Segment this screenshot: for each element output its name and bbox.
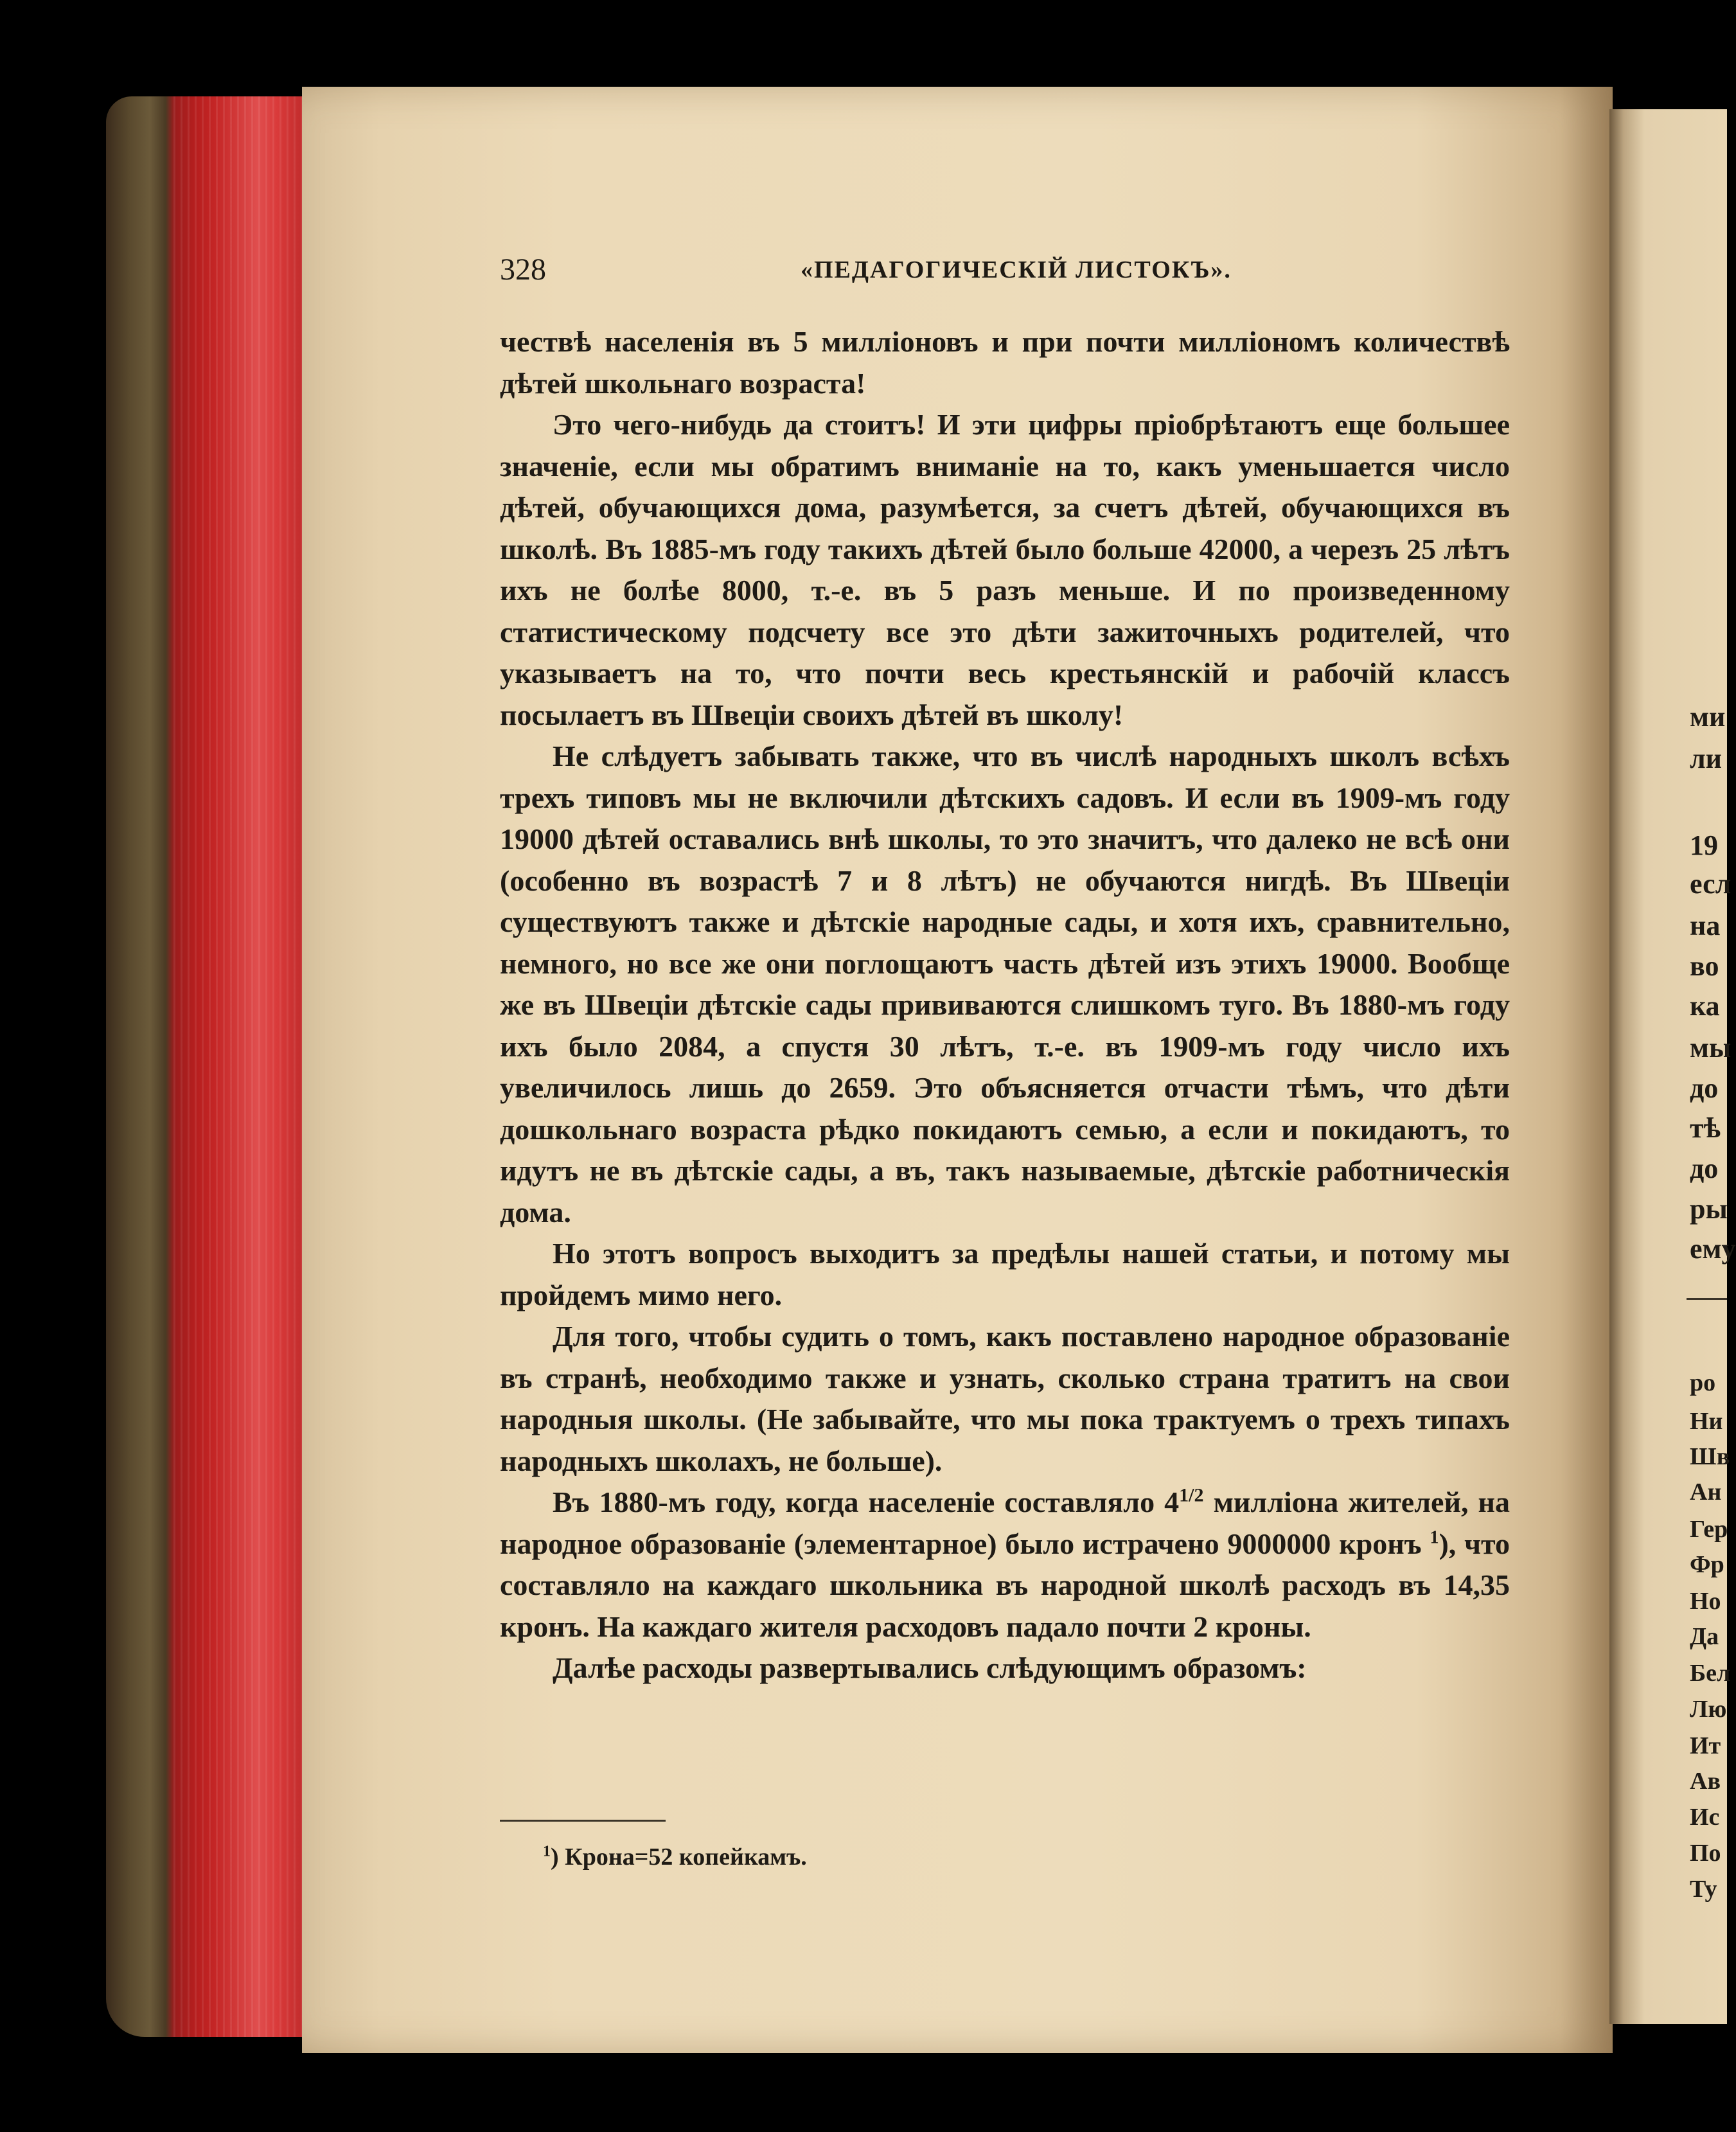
footnote xyxy=(543,1843,807,1871)
right-page-line: мы xyxy=(1690,1032,1732,1063)
text-run: ), что составляло на каждаго школьника въ народной школѣ расходъ въ 14,35 кронъ. На каждаго жителя расходовъ падало почти 2 кроны. xyxy=(500,1527,1510,1643)
right-page-line: Ан xyxy=(1690,1479,1722,1506)
paragraph: Далѣе расходы развертывались слѣдующимъ образомъ: xyxy=(553,1651,1307,1684)
right-page-line: тѣ xyxy=(1690,1112,1721,1144)
right-page-line: Шв xyxy=(1690,1443,1730,1470)
right-page-line: Ав xyxy=(1690,1768,1721,1795)
paragraph: Это чего-нибудь да стоитъ! И эти цифры пріобрѣтаютъ еще большее значеніе, если мы обратимъ вниманіе на то, какъ уменьшается число дѣтей, обучающихся дома, разумѣется, за счетъ дѣтей, обучающихся въ школѣ. Въ 1885-мъ году такихъ дѣтей было больше 42000, а черезъ 25 лѣтъ ихъ не болѣе 8000, т.-е. въ 5 разъ меньше. И по произведенному статистическому подсчету все это дѣти зажиточныхъ родителей, что указываетъ на то, что почти весь крестьянскій и рабочій классъ посылаетъ въ Швеціи своихъ дѣтей въ школу! xyxy=(500,408,1510,731)
right-page-line: Лю xyxy=(1690,1696,1727,1723)
right-page-line: до xyxy=(1690,1153,1719,1184)
right-page-line: Но xyxy=(1690,1588,1721,1615)
footnote-text: ) Крона=52 копейкамъ. xyxy=(551,1843,807,1870)
right-page-line: Ис xyxy=(1690,1804,1720,1831)
right-page-line: ро xyxy=(1690,1369,1716,1396)
right-page-line: ми xyxy=(1690,701,1726,733)
right-page-line: По xyxy=(1690,1840,1721,1867)
right-page-line: ли xyxy=(1690,743,1723,774)
paragraph: чествѣ населенія въ 5 милліоновъ и при почти милліономъ количествѣ дѣтей школьнаго возраста! xyxy=(500,325,1510,400)
paragraph xyxy=(500,1482,1510,1648)
right-page-line: ка xyxy=(1690,990,1720,1022)
right-page-line: Ни xyxy=(1690,1408,1723,1435)
paragraph: Но этотъ вопросъ выходитъ за предѣлы нашей статьи, и потому мы пройдемъ мимо него. xyxy=(500,1237,1510,1311)
right-page-line: Ит xyxy=(1690,1732,1721,1759)
right-page-line: ры xyxy=(1690,1193,1728,1225)
right-page-line: Ту xyxy=(1690,1876,1717,1903)
right-page-line: Фр xyxy=(1690,1551,1724,1578)
right-page-line: на xyxy=(1690,910,1721,941)
page-number: 328 xyxy=(500,253,546,287)
right-page-rule xyxy=(1687,1298,1727,1300)
paragraph: Для того, чтобы судить о томъ, какъ поставлено народное образованіе въ странѣ, необходимо также и узнать, сколько страна тратитъ на свои народныя школы. (Не забывайте, что мы пока трактуемъ о трехъ типахъ народныхъ школахъ, не больше). xyxy=(500,1320,1510,1477)
fraction: 1/2 xyxy=(1179,1484,1204,1506)
right-page-line: во xyxy=(1690,950,1719,982)
body-text xyxy=(500,321,1510,1689)
running-title: «ПЕДАГОГИЧЕСКІЙ ЛИСТОКЪ». xyxy=(801,256,1232,283)
right-page-line: Бел xyxy=(1690,1660,1731,1687)
footnote-reference: 1 xyxy=(1430,1527,1439,1548)
right-page-line: Да xyxy=(1690,1623,1719,1650)
text-run: Въ 1880-мъ году, когда населеніе составляло 4 xyxy=(553,1486,1180,1518)
footnote-rule xyxy=(500,1820,666,1822)
right-page-line: 19 xyxy=(1690,830,1718,861)
page-edges xyxy=(173,96,302,2037)
footnote-mark: 1 xyxy=(543,1843,551,1860)
right-page-line: ему xyxy=(1690,1233,1736,1265)
right-page-line: до xyxy=(1690,1072,1719,1104)
page-header xyxy=(500,252,1515,290)
right-page-line: есл xyxy=(1690,868,1732,900)
paragraph: Не слѣдуетъ забывать также, что въ числѣ народныхъ школъ всѣхъ трехъ типовъ мы не включили дѣтскихъ садовъ. И если въ 1909-мъ году 19000 дѣтей оставались внѣ школы, то это значитъ, что далеко не всѣ они (особенно въ возрастѣ 7 и 8 лѣтъ) не обучаются нигдѣ. Въ Швеціи существуютъ также и дѣтскіе народные сады, и хотя ихъ, сравнительно, немного, но все же они поглощаютъ часть дѣтей изъ этихъ 19000. Вообще же въ Швеціи дѣтскіе сады прививаются слишкомъ туго. Въ 1880-мъ году ихъ было 2084, а спустя 30 лѣтъ, т.-е. въ 1909-мъ году число ихъ увеличилось лишь до 2659. Это объясняется отчасти тѣмъ, что дѣти дошкольнаго возраста рѣдко покидаютъ семью, а если и покидаютъ, то идутъ не въ дѣтскіе сады, а въ, такъ называемые, дѣтскіе работническія дома. xyxy=(500,740,1510,1229)
text-run: милліона жителей, на народное образованіе (элементарное) было истрачено 9000000 кронъ xyxy=(500,1486,1510,1560)
right-page-line: Гер xyxy=(1690,1516,1728,1543)
